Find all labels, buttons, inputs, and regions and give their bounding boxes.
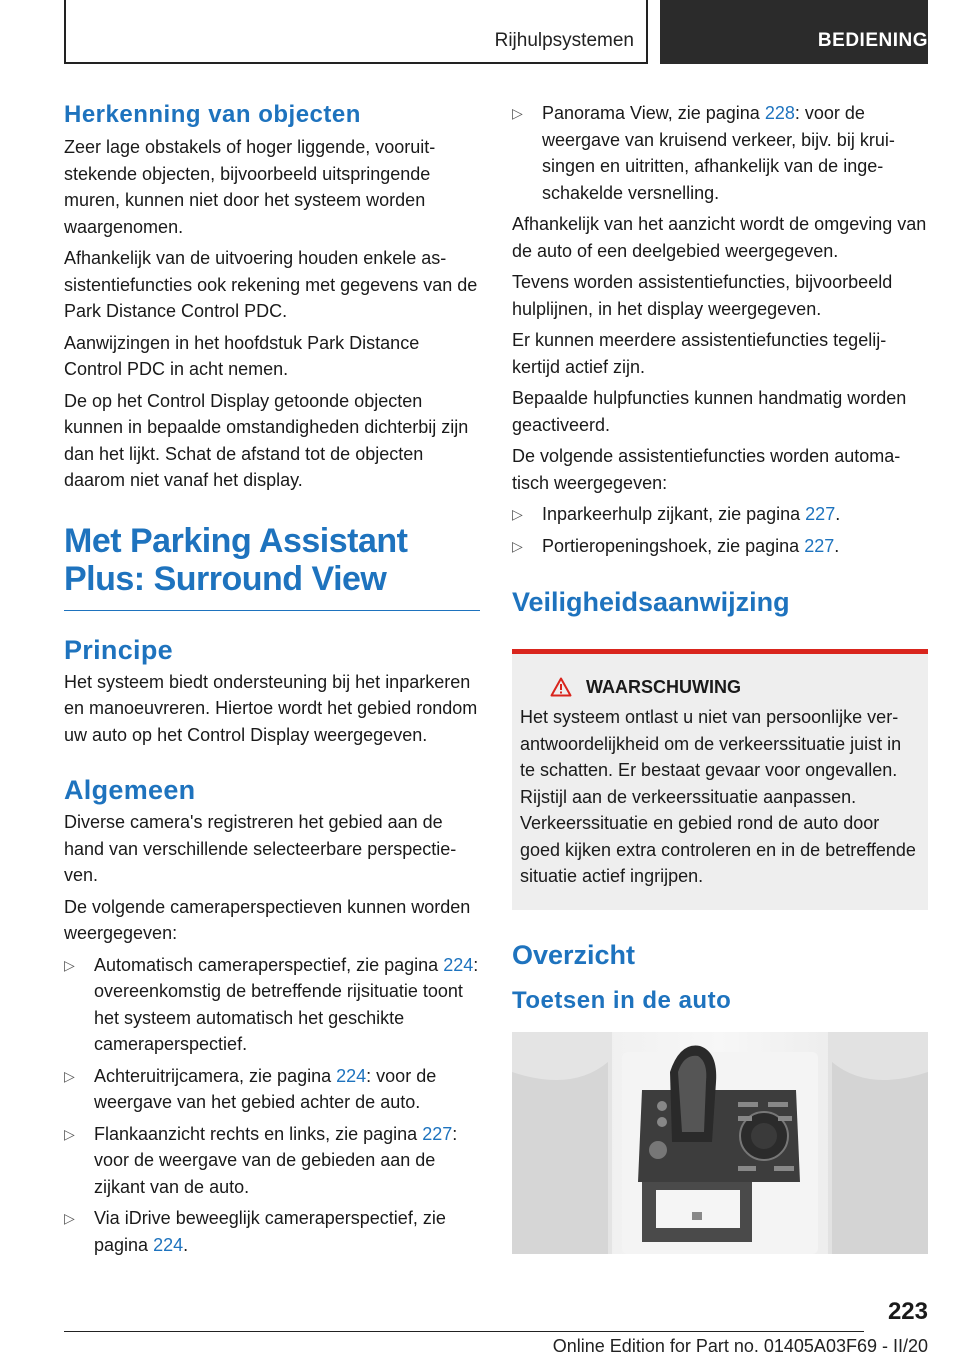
page-link[interactable]: 228	[764, 103, 795, 123]
list-item: ▷ Achteruitrijcamera, zie pagina 224: voor de weergave van het gebied achter de auto.	[64, 1063, 480, 1116]
bullet-triangle-icon: ▷	[64, 1210, 75, 1226]
paragraph: De op het Control Display getoonde objecten kunnen in bepaalde omstandigheden dichterbij zijn dan het lijkt. Schat de afstand tot de objecten daarom niet vanaf het display.	[64, 390, 469, 490]
header-chapter-box	[660, 0, 928, 64]
paragraph: Afhankelijk van het aanzicht wordt de omgeving van de auto of een deelgebied weergegeven.	[512, 214, 927, 261]
page-link[interactable]: 224	[443, 954, 474, 975]
paragraph: Tevens worden assistentiefuncties, bijvoorbeeld hulplijnen, in het display weergegeven.	[512, 272, 893, 319]
warning-triangle-icon	[550, 677, 572, 697]
header-section-title: Rijhulpsystemen	[494, 30, 634, 51]
list-item: ▷ Flankaanzicht rechts en links, zie pagina 227: voor de weergave van de gebieden aan de zijkant van de auto.	[64, 1121, 480, 1201]
bullet-triangle-icon: ▷	[512, 506, 523, 522]
center-console-photo	[512, 1032, 928, 1254]
paragraph: Zeer lage obstakels of hoger liggende, vooruitstekende objecten, bijvoorbeeld uitspringende muren, kunnen niet door het systeem worden waargenomen.	[64, 137, 436, 237]
list-item: ▷ Inparkeerhulp zijkant, zie pagina 227.	[512, 501, 928, 528]
heading-surround-view: Met Parking Assistant Plus: Surround View	[64, 522, 480, 611]
page-link[interactable]: 227	[805, 504, 836, 524]
list-item: ▷ Panorama View, zie pagina 228: voor de weergave van kruisend verkeer, bijv. bij kruisingen en uitritten, afhankelijk van de ingeschakelde versnelling.	[512, 100, 928, 206]
paragraph: Bepaalde hulpfuncties kunnen handmatig worden geactiveerd.	[512, 388, 907, 435]
bullet-triangle-icon: ▷	[64, 1067, 75, 1084]
bullet-triangle-icon: ▷	[512, 537, 523, 554]
list-item: ▷ Automatisch cameraperspectief, zie pagina 224: overeenkomstig de betreffende rijsituatie toont het systeem automatisch het geschikte cameraperspectief.	[64, 952, 480, 1058]
page-number: 223	[887, 1298, 928, 1325]
heading-principe: Principe	[64, 634, 173, 665]
bullet-triangle-icon: ▷	[512, 105, 523, 121]
footer-divider	[64, 1331, 864, 1332]
bullet-triangle-icon: ▷	[64, 956, 75, 973]
paragraph: Afhankelijk van de uitvoering houden enkele assistentiefuncties ook rekening met gegevens van de Park Distance Control PDC.	[64, 248, 478, 321]
paragraph: Er kunnen meerdere assistentiefuncties tegelijkertijd actief zijn.	[512, 330, 887, 377]
assist-function-list	[512, 501, 928, 559]
right-column	[512, 100, 928, 1254]
left-column	[64, 100, 480, 1263]
paragraph: De volgende assistentiefuncties worden automatisch weergegeven:	[512, 446, 901, 493]
page-link[interactable]: 224	[336, 1065, 367, 1086]
header-chapter-title: BEDIENING	[817, 30, 928, 51]
camera-perspective-list	[64, 952, 480, 1259]
paragraph: Diverse camera's registreren het gebied aan de hand van verschillende selecteerbare perspectieven.	[64, 812, 457, 885]
heading-overview: Overzicht	[512, 939, 636, 970]
list-item: ▷ Via iDrive beweeglijk cameraperspectief, zie pagina 224.	[64, 1205, 480, 1258]
paragraph: De volgende cameraperspectieven kunnen worden weergegeven:	[64, 896, 471, 943]
warning-box	[512, 649, 928, 910]
panorama-list	[512, 100, 928, 206]
page-link[interactable]: 227	[804, 535, 835, 556]
page-link[interactable]: 227	[422, 1123, 453, 1144]
page-header	[64, 0, 928, 64]
warning-text: Het systeem ontlast u niet van persoonlijke verantwoordelijkheid om de verkeerssituatie juist in te schatten. Er bestaat gevaar voor ongevallen. Rijstijl aan de verkeerssituatie aanpassen. Verkeerssituatie en gebied rond de auto door goed kijken extra controleren en in de betreffende situatie actief ingrijpen.	[520, 707, 916, 886]
edition-note: Online Edition for Part no. 01405A03F69 - II/20	[552, 1336, 928, 1356]
list-item: ▷ Portieropeningshoek, zie pagina 227.	[512, 533, 928, 560]
paragraph: Het systeem biedt ondersteuning bij het inparkeren en manoeuvreren. Hiertoe wordt het gebied rondom uw auto op het Control Display weergegeven.	[64, 671, 478, 745]
heading-algemeen: Algemeen	[64, 775, 196, 805]
heading-safety: Veiligheidsaanwijzing	[512, 587, 790, 617]
header-section-box	[64, 0, 648, 64]
paragraph: Aanwijzingen in het hoofdstuk Park Distance Control PDC in acht nemen.	[64, 332, 420, 379]
warning-title: WAARSCHUWING	[520, 674, 920, 700]
bullet-triangle-icon: ▷	[64, 1125, 75, 1142]
heading-object-recognition: Herkenning van objecten	[64, 101, 361, 128]
heading-buttons-in-car: Toetsen in de auto	[512, 986, 732, 1014]
page-link[interactable]: 224	[153, 1234, 184, 1255]
